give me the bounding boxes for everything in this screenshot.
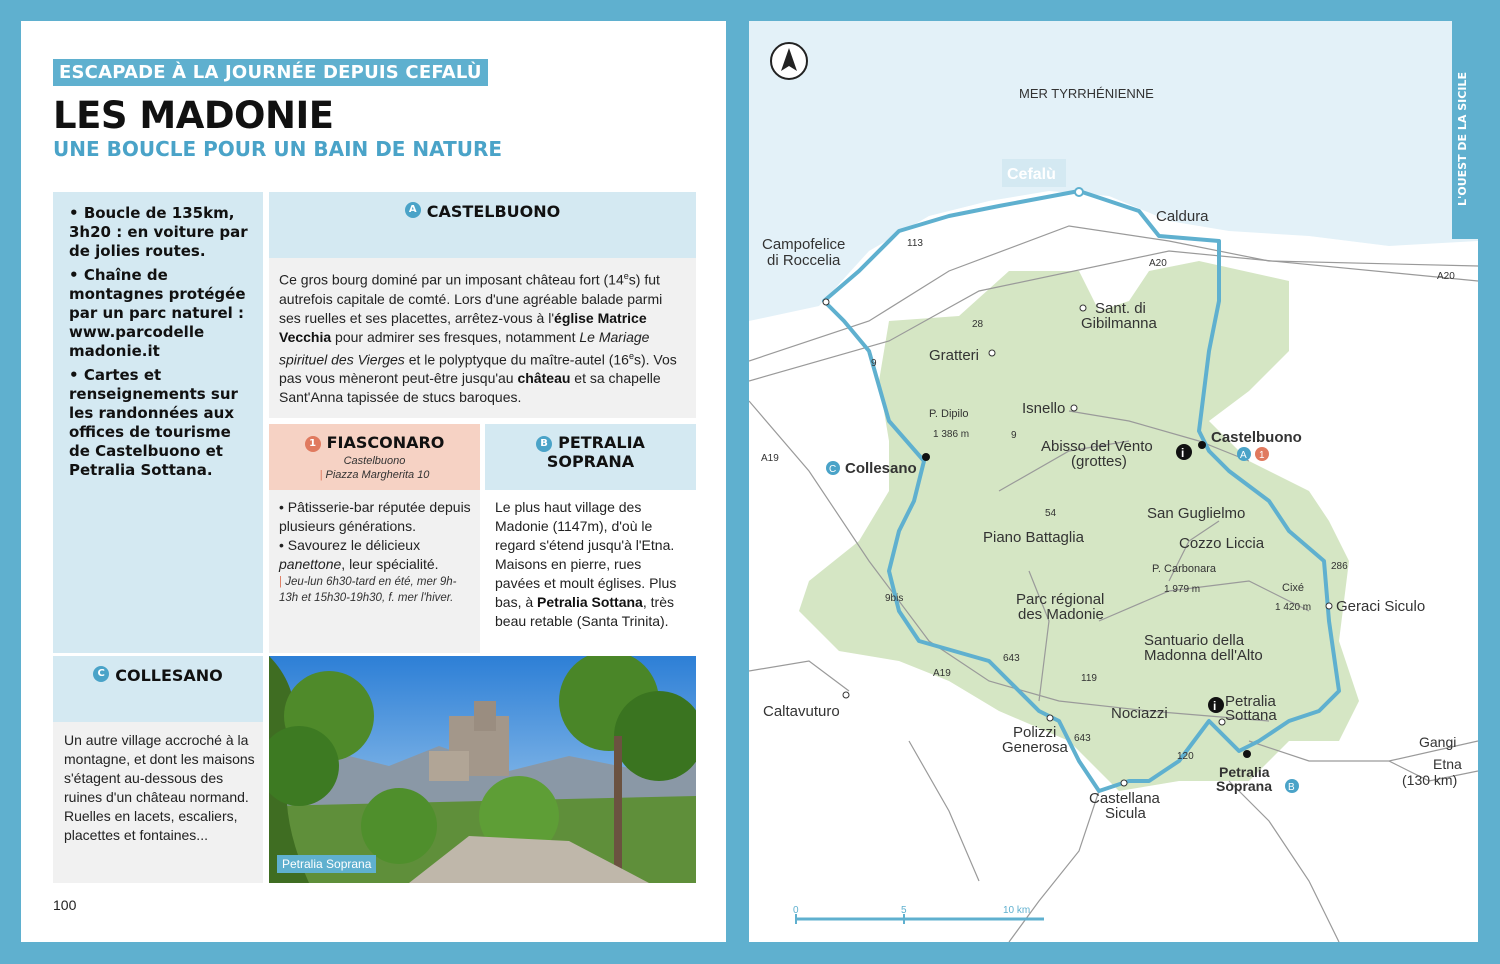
text: , leur spécialité. [341, 556, 439, 572]
petralia-title: SOPRANA [546, 452, 635, 471]
map-etna: Etna [1433, 756, 1462, 772]
map-collesano: Collesano [845, 460, 917, 477]
map-etna-dist: (130 km) [1402, 772, 1458, 788]
scale-bar [793, 905, 1044, 924]
road-120: 120 [1177, 751, 1194, 762]
photo-caption: Petralia Soprana [277, 855, 376, 873]
map-dipilo: P. Dipilo [929, 408, 969, 420]
page-subtitle: UNE BOUCLE POUR UN BAIN DE NATURE [53, 137, 503, 161]
map-gangi: Gangi [1419, 734, 1457, 750]
sup: e [628, 350, 634, 361]
road-54: 54 [1045, 508, 1057, 519]
svg-text:i: i [1181, 446, 1185, 460]
map-santuario: Santuario della [1144, 632, 1245, 649]
fiasconaro-town: Castelbuono [343, 455, 406, 467]
road-28: 28 [972, 319, 984, 330]
badge-c-icon: C [93, 666, 109, 682]
map-sant: Sant. di [1095, 300, 1146, 317]
map-sicula: Sicula [1105, 805, 1146, 822]
sea-area [749, 21, 1478, 321]
map-carbonara: P. Carbonara [1152, 563, 1217, 575]
italic-text: panettone [279, 556, 342, 572]
collesano-header [53, 656, 263, 722]
map-parc-2: des Madonie [1018, 606, 1104, 623]
map-cefalu: Cefalù [1007, 166, 1056, 183]
bullet-text: Boucle de 135km, 3h20 : en voiture par de jolies routes. [69, 204, 248, 260]
section-tab [1452, 21, 1478, 239]
scale-label: 10 km [1003, 905, 1031, 916]
page-title: LES MADONIE [53, 94, 334, 137]
bullet-text: Chaîne de montagnes protégée par un parc naturel : www.parcodelle madonie.it [69, 266, 246, 360]
svg-text:i: i [1213, 699, 1217, 713]
map-gratteri: Gratteri [929, 347, 980, 364]
map-geraci: Geraci Siculo [1336, 598, 1426, 615]
fiasconaro-header [269, 424, 480, 490]
road-643: 643 [1074, 733, 1091, 744]
castelbuono-title: CASTELBUONO [426, 202, 561, 221]
hours-text: Jeu-lun 6h30-tard en été, mer 9h-13h et 15h30-19h30, f. mer l'hiver. [279, 576, 457, 604]
badge-text: 1 [1259, 450, 1265, 461]
badge-text: C [829, 464, 837, 475]
bold-text: Petralia Sottana [537, 594, 643, 610]
bullet-text: Cartes et renseignements sur les randonnées aux offices de tourisme de Castelbuono et Petralia Sottana. [69, 366, 238, 479]
bullet-item: • Chaîne de montagnes protégée par un parc naturel : www.parcodelle madonie.it [69, 266, 246, 360]
fiasconaro-bullet: • Pâtisserie-bar réputée depuis plusieurs générations. [279, 499, 471, 534]
map-cozzo-liccia: Cozzo Liccia [1179, 535, 1265, 552]
map-san-guglielmo: San Guglielmo [1147, 505, 1246, 522]
map-castellana: Castellana [1089, 790, 1160, 807]
map-cixe: Cixé [1282, 582, 1305, 594]
fiasconaro-title: FIASCONARO [326, 433, 445, 452]
text: s). Vos pas vous mèneront peut-être jusqu'au [279, 351, 677, 387]
road-286: 286 [1331, 561, 1348, 572]
map-caltavuturo: Caltavuturo [763, 703, 840, 720]
fiasconaro-hours: | Jeu-lun 6h30-tard en été, mer 9h-13h et 15h30-19h30, f. mer l'hiver. [279, 576, 457, 604]
fiasconaro-address: | Piazza Margherita 10 [319, 469, 430, 481]
text: et sa chapelle Sant'Anna tapissée de stucs baroques. [279, 370, 661, 406]
map-grottes: (grottes) [1071, 453, 1127, 470]
road-9b: 9 [1011, 430, 1017, 441]
map-soprana: Petralia [1219, 764, 1270, 780]
text: et le polyptyque du maître-autel (16 [404, 351, 629, 368]
info-bullets [53, 192, 263, 653]
page-number: 100 [53, 897, 77, 913]
left-page [21, 21, 726, 942]
sup: e [623, 271, 629, 281]
italic-text: Le Mariage spirituel des Vierges [279, 328, 650, 368]
road-a19: A19 [933, 668, 951, 679]
bold-text: château [517, 370, 571, 387]
text: Le plus haut village des Madonie (1147m), d'où le regard s'étend jusqu'à l'Etna. Maisons en pierre, rues pavées et moult églises. Plus bas, à [495, 499, 677, 610]
petralia-title: PETRALIA [558, 433, 645, 452]
road-9: 9 [871, 358, 877, 369]
sea-label: MER TYRRHÉNIENNE [1019, 86, 1154, 101]
bold-text: église Matrice Vecchia [279, 309, 647, 345]
scale-label: 5 [901, 905, 907, 916]
map-castelbuono: Castelbuono [1211, 429, 1302, 446]
map-parc: Parc régional [1016, 591, 1105, 608]
road-9bis: 9bis [885, 593, 904, 604]
castelbuono-header [269, 192, 696, 258]
bullet-item: • Boucle de 135km, 3h20 : en voiture par de jolies routes. [69, 204, 248, 260]
map-abisso: Abisso del Vento [1041, 438, 1153, 455]
bullet-item: • Cartes et renseignements sur les randonnées aux offices de tourisme de Castelbuono et Petralia Sottana. [69, 366, 238, 479]
map-nociazzi: Nociazzi [1111, 705, 1168, 722]
fiasconaro-bullet: • Savourez le délicieux panettone, leur spécialité. [279, 537, 439, 572]
fiasconaro-text [269, 490, 480, 653]
road-a20: A20 [1437, 271, 1455, 282]
badge-text: A [1240, 450, 1247, 461]
map-cixe-alt: 1 420 m [1275, 602, 1312, 613]
right-page [749, 21, 1478, 942]
text: s) fut autrefois capitale de comté. Lors d'une agréable balade parmi ses ruelles et ses placettes, arrêtez-vous à l' [279, 271, 663, 326]
badge-text: B [1288, 782, 1295, 793]
text: pour admirer ses fresques, notamment [331, 328, 580, 345]
petralia-text [485, 490, 696, 653]
collesano-text: Un autre village accroché à la montagne, et dont les maisons s'étagent au-dessous des ruines d'un château normand. Ruelles en lacets, escaliers, placettes et fontaines... [53, 722, 263, 883]
region-map [749, 21, 1478, 942]
map-sottana: Petralia [1225, 693, 1276, 710]
road-a20: A20 [1149, 258, 1167, 269]
road-a19: A19 [761, 453, 779, 464]
road-643: 643 [1003, 653, 1020, 664]
section-tab-label: L'OUEST DE LA SICILE [1456, 72, 1469, 206]
map-caldura: Caldura [1156, 208, 1209, 225]
scale-label: 0 [793, 905, 799, 916]
road-119: 119 [1081, 673, 1097, 684]
village-photo [269, 656, 696, 883]
text: Savourez le délicieux [287, 537, 421, 553]
map-isnello: Isnello [1022, 400, 1066, 417]
kicker: ESCAPADE À LA JOURNÉE DEPUIS CEFALÙ [53, 59, 488, 86]
text: Pâtisserie-bar réputée depuis plusieurs générations. [279, 499, 471, 534]
collesano-title: COLLESANO [115, 666, 223, 685]
map-campofelice: Campofelice [762, 236, 846, 253]
map-generosa: Generosa [1002, 739, 1068, 756]
road-113: 113 [907, 238, 923, 249]
map-campofelice-2: di Roccelia [767, 252, 841, 269]
text: Ce gros bourg dominé par un imposant château fort (14 [279, 271, 624, 288]
map-sottana-2: Sottana [1225, 707, 1277, 724]
map-carbonara-alt: 1 979 m [1164, 584, 1201, 595]
badge-1-icon: 1 [305, 436, 321, 452]
castelbuono-text [269, 258, 696, 418]
text: , très beau retable (Santa Trinita). [495, 594, 674, 629]
map-soprana-2: Soprana [1216, 778, 1273, 794]
map-polizzi: Polizzi [1013, 724, 1057, 741]
badge-a-icon: A [405, 202, 421, 218]
petralia-header [485, 424, 696, 490]
map-gibilmanna: Gibilmanna [1081, 315, 1157, 332]
photo-illustration [269, 656, 696, 883]
badge-b-icon: B [536, 436, 552, 452]
map-dipilo-alt: 1 386 m [933, 429, 970, 440]
address-text: Piazza Margherita 10 [325, 469, 430, 481]
map-madonna: Madonna dell'Alto [1144, 647, 1263, 664]
map-piano-battaglia: Piano Battaglia [983, 529, 1084, 546]
